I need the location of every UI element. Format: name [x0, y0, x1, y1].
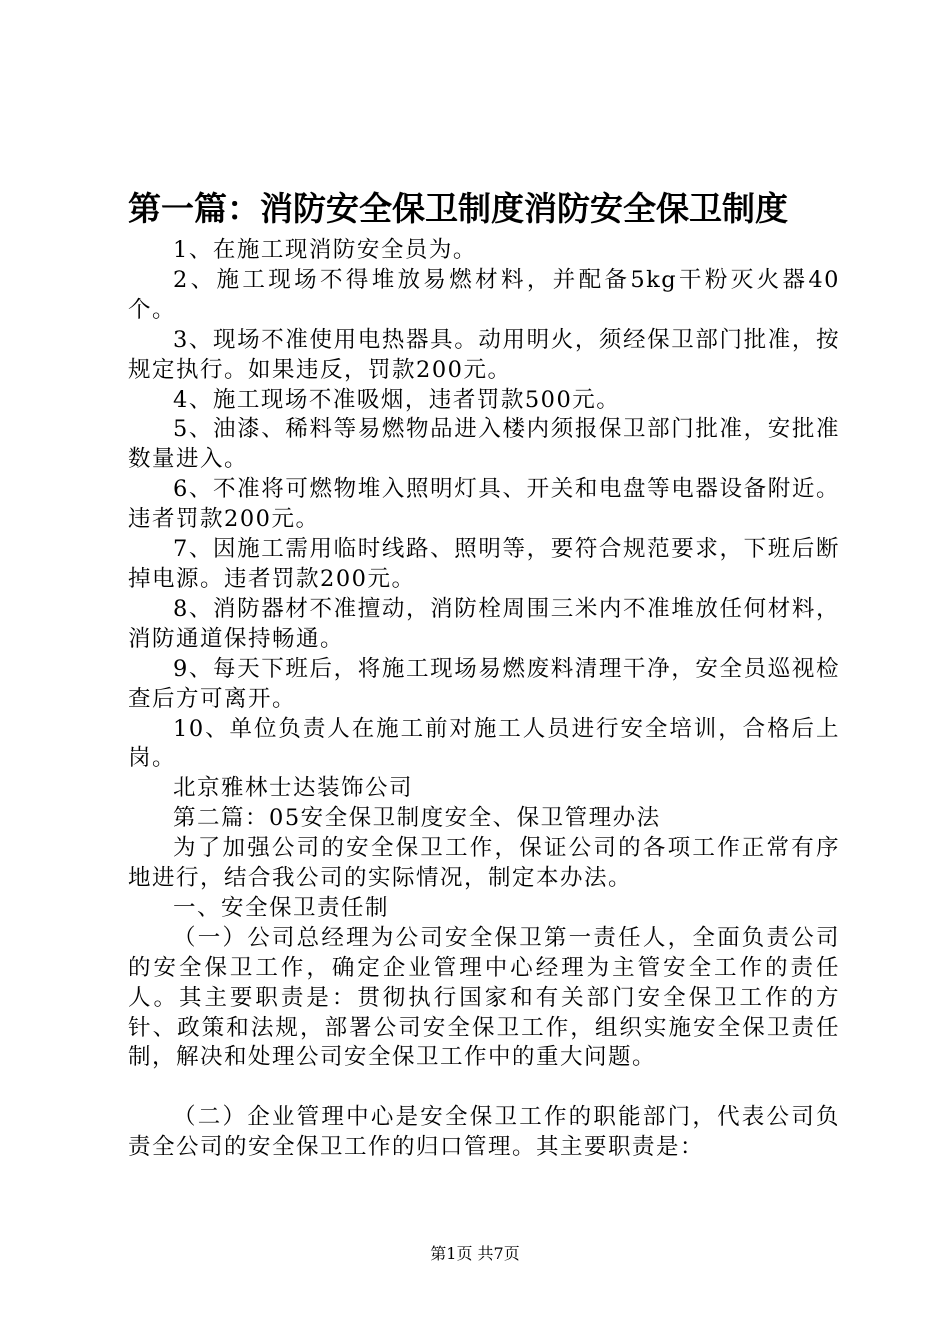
paragraph-5: 5、油漆、稀料等易燃物品进入楼内须报保卫部门批准，安批准数量进入。: [128, 416, 840, 473]
company-signature: 北京雅林士达装饰公司: [173, 775, 414, 802]
paragraph-2: 2、施工现场不得堆放易燃材料，并配备5kg干粉灭火器40个。: [128, 266, 840, 323]
paragraph-8: 8、消防器材不准擅动，消防栓周围三米内不准堆放任何材料，消防通道保持畅通。: [128, 595, 840, 652]
paragraph-10: 10、单位负责人在施工前对施工人员进行安全培训，合格后上岗。: [128, 715, 840, 772]
page-footer: 第1页 共7页: [430, 1244, 520, 1263]
section-two-heading: 第二篇：05安全保卫制度安全、保卫管理办法: [173, 805, 661, 832]
paragraph-9: 9、每天下班后，将施工现场易燃废料清理干净，安全员巡视检查后方可离开。: [128, 655, 840, 712]
paragraph-intro: 为了加强公司的安全保卫工作，保证公司的各项工作正常有序地进行，结合我公司的实际情况，制定本办法。: [128, 835, 840, 892]
paragraph-item-one: （一）公司总经理为公司安全保卫第一责任人，全面负责公司的安全保卫工作，确定企业管理中心经理为主管安全工作的责任人。其主要职责是：贯彻执行国家和有关部门安全保卫工作的方针、政策和法规，部署公司安全保卫工作，组织实施安全保卫责任制，解决和处理公司安全保卫工作中的重大问题。: [128, 924, 840, 1071]
document-title: 第一篇：消防安全保卫制度消防安全保卫制度: [128, 189, 788, 228]
paragraph-7: 7、因施工需用临时线路、照明等，要符合规范要求，下班后断掉电源。违者罚款200元。: [128, 536, 840, 592]
paragraph-1: 1、在施工现消防安全员为。: [173, 237, 477, 263]
paragraph-4: 4、施工现场不准吸烟，违者罚款500元。: [173, 386, 621, 413]
paragraph-3: 3、现场不准使用电热器具。动用明火，须经保卫部门批准，按规定执行。如果违反，罚款200元。: [128, 326, 840, 383]
document-body: [128, 236, 840, 1163]
paragraph-item-two: （二）企业管理中心是安全保卫工作的职能部门，代表公司负责全公司的安全保卫工作的归口管理。其主要职责是：: [128, 1104, 840, 1161]
paragraph-6: 6、不准将可燃物堆入照明灯具、开关和电盘等电器设备附近。违者罚款200元。: [128, 476, 840, 533]
section-heading-responsibility: 一、安全保卫责任制: [173, 894, 390, 921]
